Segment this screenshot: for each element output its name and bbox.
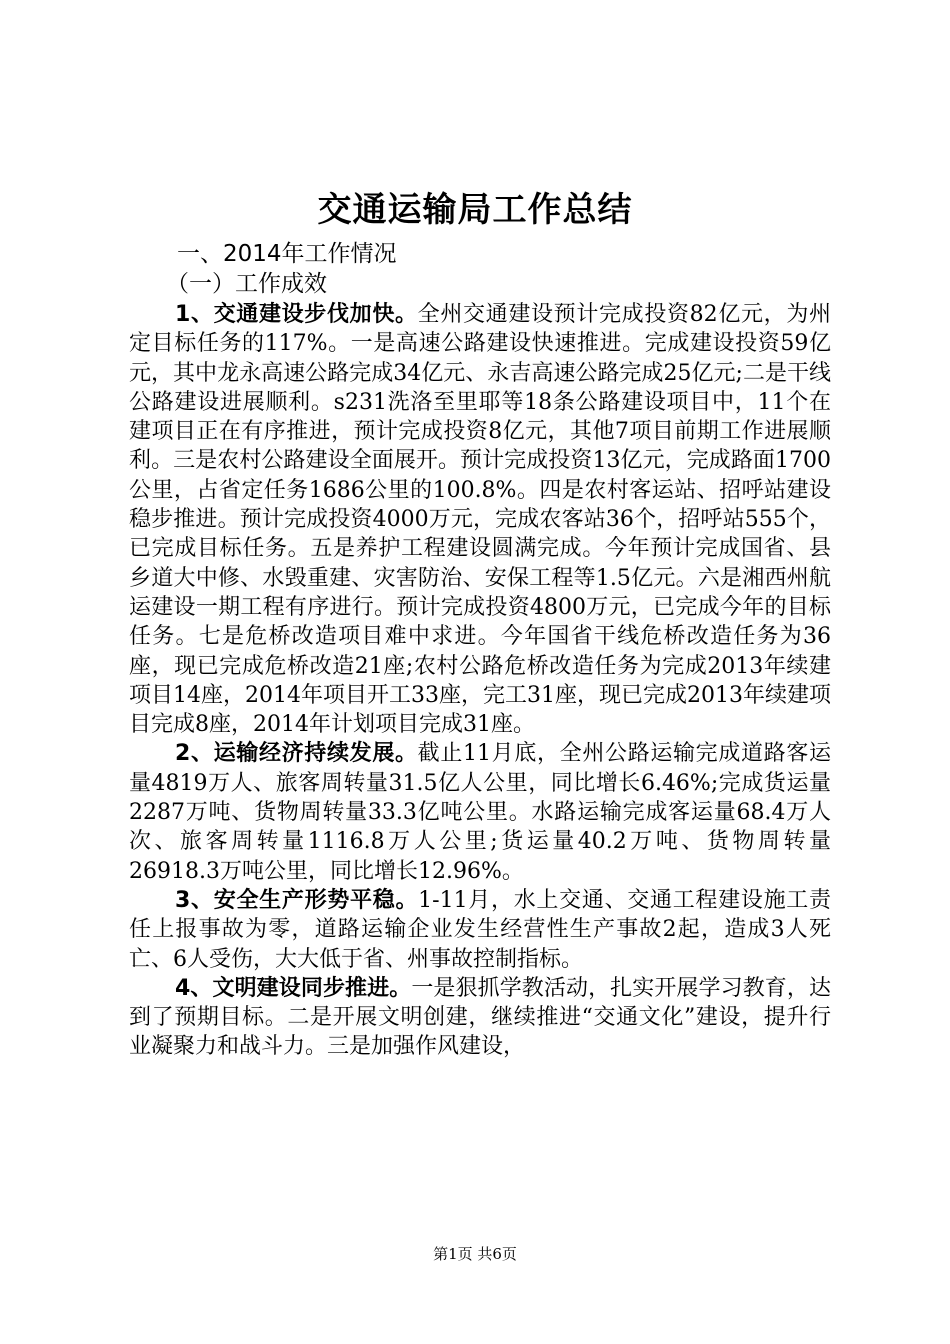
document-title: 交通运输局工作总结: [317, 190, 633, 230]
paragraph-text: 一是狠抓学教活动，扎实开展学习教育，达到了预期目标。二是开展文明创建，继续推进“交通文化”建设，提升行业凝聚力和战斗力。三是加强作风建设，: [129, 975, 831, 1060]
paragraph-text: 1-11月，水上交通、交通工程建设施工责任上报事故为零，道路运输企业发生经营性生产事故2起，造成3人死亡、6人受伤，大大低于省、州事故控制指标。: [129, 887, 831, 972]
subsection-heading: （一）工作成效: [166, 271, 327, 297]
paragraph-civilization: [129, 974, 831, 1062]
paragraph-transport-economy: [129, 739, 831, 885]
paragraph-safety: [129, 886, 831, 974]
paragraph-lead: 2、运输经济持续发展。: [175, 741, 418, 767]
page-footer: 第1页 共6页: [433, 1245, 517, 1263]
section-heading: 一、2014年工作情况: [177, 241, 397, 267]
paragraph-lead: 4、文明建设同步推进。: [175, 975, 412, 1001]
document-body: [129, 300, 831, 1062]
paragraph-lead: 1、交通建设步伐加快。: [175, 302, 418, 327]
paragraph-text: 全州交通建设预计完成投资82亿元，为州定目标任务的117%。一是高速公路建设快速推进。完成建设投资59亿元，其中龙永高速公路完成34亿元、永吉高速公路完成25亿元;二是干线公路建设进展顺利。s231洗洛至里耶等18条公路建设项目中，11个在建项目正在有序推进，预计完成投资8亿元，其他7项目前期工作进展顺利。三是农村公路建设全面展开。预计完成投资13亿元，完成路面1700公里，占省定任务1686公里的100.8%。四是农村客运站、招呼站建设稳步推进。预计完成投资4000万元，完成农客站36个，招呼站555个，已完成目标任务。五是养护工程建设圆满完成。今年预计完成国省、县乡道大中修、水毁重建、灾害防治、安保工程等1.5亿元。六是湘西州航运建设一期工程有序进行。预计完成投资4800万元，已完成今年的目标任务。七是危桥改造项目难中求进。今年国省干线危桥改造任务为36座，现已完成危桥改造21座;农村公路危桥改造任务为完成2013年续建项目14座，2014年项目开工33座，完工31座，现已完成2013年续建项目完成8座，2014年计划项目完成31座。: [129, 302, 831, 738]
paragraph-lead: 3、安全生产形势平稳。: [175, 887, 419, 913]
paragraph-construction: [129, 300, 831, 739]
paragraph-text: 截止11月底，全州公路运输完成道路客运量4819万人、旅客周转量31.5亿人公里，同比增长6.46%;完成货运量2287万吨、货物周转量33.3亿吨公里。水路运输完成客运量68.4万人次、旅客周转量1116.8万人公里;货运量40.2万吨、货物周转量26918.3万吨公里，同比增长12.96%。: [129, 741, 831, 884]
